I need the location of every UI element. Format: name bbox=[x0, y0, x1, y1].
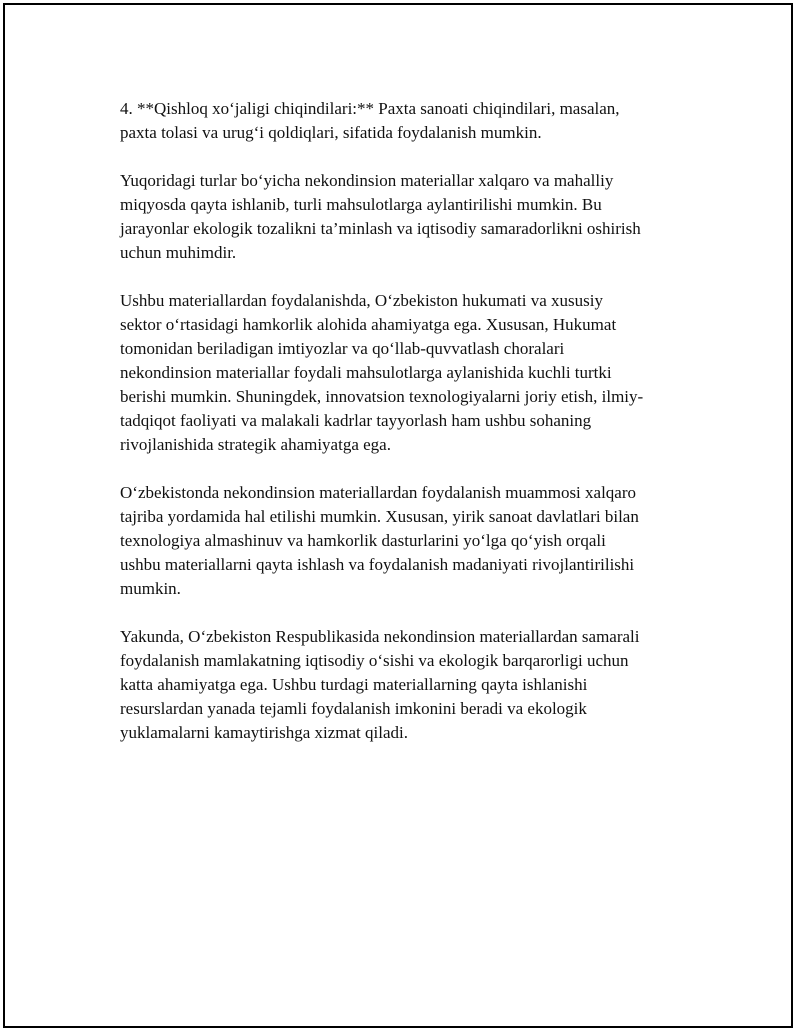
paragraph-government-cooperation: Ushbu materiallardan foydalanishda, O‘zbekiston hukumati va xususiy sektor o‘rtasidagi hamkorlik alohida ahamiyatga ega. Xususan, Hukumat tomonidan beriladigan imtiyozlar va qo‘llab-quvvatlash choralari nekondinsion materiallar foydali mahsulotlarga aylanishida kuchli turtki berishi mumkin. Shuningdek, innovatsion texnologiyalarni joriy etish, ilmiy- tadqiqot faoliyati va malakali kadrlar tayyorlash ham ushbu sohaning rivojlanishida strategik ahamiyatga ega. bbox=[120, 291, 644, 454]
paragraph-processing-types: Yuqoridagi turlar bo‘yicha nekondinsion materiallar xalqaro va mahalliy miqyosda qayta ishlanib, turli mahsulotlarga aylantirilishi mumkin. Bu jarayonlar ekologik tozalikni ta’minlash va iqtisodiy samaradorlikni oshirish uchun muhimdir. bbox=[120, 171, 641, 262]
paragraph-agricultural-waste: 4. **Qishloq xo‘jaligi chiqindilari:** Paxta sanoati chiqindilari, masalan, paxta tolasi va urug‘i qoldiqlari, sifatida foydalanish mumkin. bbox=[120, 99, 620, 142]
document-page bbox=[3, 3, 793, 1028]
paragraph-conclusion: Yakunda, O‘zbekiston Respublikasida nekondinsion materiallardan samarali foydalanish mamlakatning iqtisodiy o‘sishi va ekologik barqarorligi uchun katta ahamiyatga ega. Ushbu turdagi materiallarning qayta ishlanishi resurslardan yanada tejamli foydalanish imkonini beradi va ekologik yuklamalarni kamaytirishga xizmat qiladi. bbox=[120, 627, 640, 742]
paragraph-international-experience: O‘zbekistonda nekondinsion materiallardan foydalanish muammosi xalqaro tajriba yordamida hal etilishi mumkin. Xususan, yirik sanoat davlatlari bilan texnologiya almashinuv va hamkorlik dasturlarini yo‘lga qo‘yish orqali ushbu materiallarni qayta ishlash va foydalanish madaniyati rivojlantirilishi mumkin. bbox=[120, 483, 639, 598]
document-body bbox=[120, 97, 692, 769]
